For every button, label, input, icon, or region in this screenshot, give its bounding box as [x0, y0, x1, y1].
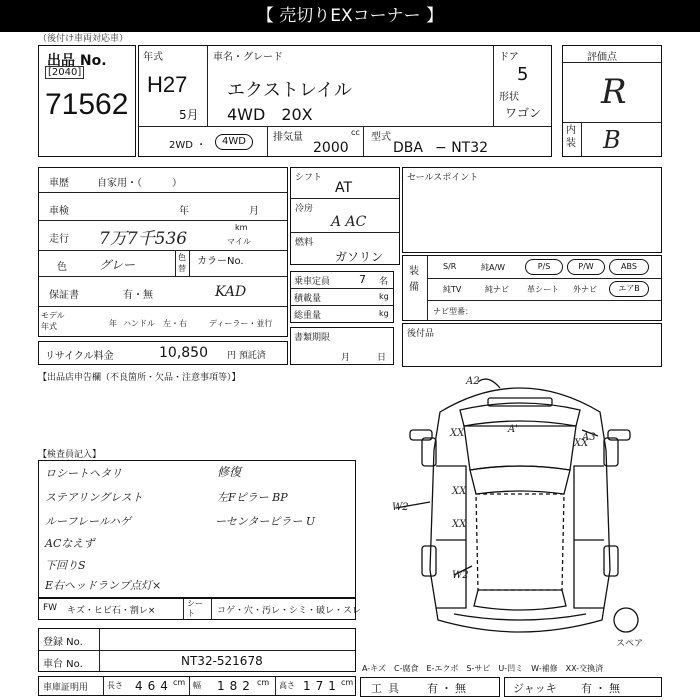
fw-sheet-items: コゲ・穴・汚レ・シミ・破レ・スレ — [217, 606, 362, 616]
year-era: H27 — [147, 72, 188, 97]
displacement-unit: cc — [351, 128, 360, 137]
recycle-label: リサイクル料金 — [45, 351, 114, 362]
inspector-left-5: 下回りS — [45, 559, 86, 572]
inspector-left-6: E右ヘッドランプ点灯× — [45, 579, 162, 592]
cert-height-label: 高さ — [279, 681, 295, 690]
equip-airbag: エアB — [609, 281, 649, 297]
equip-ps: P/S — [525, 259, 563, 275]
mileage-value: 7万7千536 — [99, 229, 188, 249]
model-label: 車名・グレード — [213, 52, 283, 63]
tools-value: 有・無 — [427, 682, 469, 695]
capacity-unit: 名 — [379, 277, 389, 287]
equip-tv: 純TV — [443, 285, 462, 294]
shape-label: 形状 — [499, 92, 519, 103]
year-label: 年式 — [143, 52, 163, 63]
load-label: 積載量 — [294, 294, 322, 304]
diagram-mark-a2: A2 — [466, 376, 480, 387]
spec-box — [290, 167, 400, 265]
recycle-amount: 10,850 — [159, 345, 208, 361]
cert-label: 車庫証明用 — [43, 683, 89, 693]
grade-label: 評価点 — [587, 52, 617, 63]
registration-label: 登録 No. — [43, 637, 83, 648]
capacity-label: 乗車定員 — [294, 277, 331, 287]
jack-box — [504, 677, 662, 697]
equip-nav-label: ナビ型番： — [433, 307, 473, 316]
car-diagram — [370, 370, 670, 660]
model-grade: 4WD 20X — [227, 105, 313, 124]
fuel-value: ガソリン — [335, 250, 384, 264]
load-unit: kg — [379, 292, 389, 301]
inspector-right-1: 修復 — [217, 465, 242, 479]
type-label: 型式 — [371, 132, 391, 143]
jack-label: ジャッキ — [513, 682, 557, 695]
inspector-right-2: 左Fピラー BP — [217, 491, 288, 504]
inspector-left-2: ステアリングレスト — [45, 491, 143, 504]
equip-abs: ABS — [609, 259, 649, 275]
equip-pw: P/W — [567, 259, 605, 275]
mileage-unit-mile: マイル — [227, 237, 251, 246]
lot-sub: [2040] — [45, 66, 84, 79]
cert-length: 464 — [135, 679, 173, 693]
damage-legend: A-キズ C-腐食 E-エクボ S-サビ U-凹ミ W-補修 XX-交換済 — [362, 664, 604, 673]
inspector-left-3: ルーフレールハゲ — [45, 515, 132, 528]
cert-width-label: 幅 — [193, 681, 201, 690]
drive-selected: 4WD — [215, 134, 253, 150]
history-label: 車歴 — [49, 178, 69, 189]
equipment-box — [402, 255, 662, 321]
inspector-left-1: ロシートヘタリ — [45, 467, 122, 480]
fuel-label: 燃料 — [295, 238, 314, 248]
inspector-right-3: ーセンターピラー U — [215, 515, 316, 528]
diagram-mark-xx-4: XX — [452, 519, 467, 530]
tools-box — [360, 677, 500, 697]
diagram-mark-a3: A3 — [582, 432, 596, 443]
ac-label: 冷房 — [295, 204, 314, 214]
cert-box — [38, 676, 356, 696]
equipment-label: 装備 — [409, 266, 419, 293]
model-year-label: モデル年式 — [41, 311, 65, 331]
top-note: （後付け車両対応車） — [38, 34, 129, 44]
registration-box — [38, 628, 356, 672]
cert-width-unit: cm — [257, 678, 270, 687]
doc-expiry-box — [290, 327, 394, 365]
fw-items: キズ・ヒビ石・割レ× — [67, 606, 156, 616]
equip-leather: 革シート — [527, 285, 559, 294]
fw-box — [38, 598, 362, 620]
banner-title: 【 売切りEXコーナー 】 — [256, 6, 444, 26]
gross-label: 総重量 — [294, 311, 322, 321]
doors-value: 5 — [517, 64, 529, 85]
doors-label: ドア — [499, 52, 519, 63]
chassis-value: NT32-521678 — [181, 654, 263, 668]
spare-label: スペア — [616, 639, 644, 649]
capacity-box — [290, 271, 394, 323]
mileage-unit-km: km — [235, 223, 248, 232]
jack-value: 有・無 — [581, 682, 623, 695]
doc-expiry-month: 月 — [341, 353, 351, 363]
color-no-label: カラーNo. — [197, 256, 244, 267]
drive-options: 2WD ・ — [169, 140, 207, 151]
cert-width: 182 — [217, 679, 255, 693]
warranty-value: 有・無 — [123, 290, 153, 301]
car-diagram-drawing — [370, 370, 670, 660]
type-prefix: DBA — [393, 140, 423, 156]
history-value: 自家用・（ ） — [97, 178, 182, 189]
model-name: エクストレイル — [227, 80, 352, 101]
recycle-unit: 円 預託済 — [227, 351, 266, 361]
type-code: − NT32 — [435, 140, 489, 156]
inspector-box — [38, 460, 356, 598]
equip-sr: S/R — [443, 262, 457, 271]
recycle-box — [38, 341, 288, 365]
shape-value: ワゴン — [505, 106, 542, 120]
warranty-label: 保証書 — [49, 290, 79, 301]
equip-aw: 純A/W — [481, 263, 506, 272]
diagram-mark-xx-3: XX — [452, 486, 467, 497]
inspection-year: 年 — [179, 206, 189, 217]
year-month: 5月 — [179, 108, 199, 122]
lot-label: 出品 No. — [47, 53, 107, 69]
cert-height: 171 — [303, 679, 341, 693]
color-label: 色 — [57, 262, 67, 273]
cert-length-unit: cm — [173, 678, 186, 687]
mileage-label: 走行 — [49, 234, 69, 245]
grade-box — [562, 45, 662, 157]
equip-navi: 純ナビ — [485, 285, 509, 294]
diagram-mark-w2-2: W2 — [452, 570, 469, 581]
ac-value: A AC — [331, 214, 367, 230]
diagram-mark-w2-1: W2 — [392, 502, 409, 513]
diagram-mark-a-prime: A' — [508, 424, 518, 435]
shift-value: AT — [335, 180, 353, 196]
fw-label: FW — [43, 603, 58, 613]
doc-expiry-day: 日 — [377, 353, 387, 363]
top-info-box — [138, 45, 552, 157]
inspection-month: 月 — [249, 206, 259, 217]
cert-length-label: 長さ — [107, 681, 123, 690]
model-year-dealer: ディーラー・並行 — [209, 319, 273, 328]
interior-label: 内装 — [566, 125, 576, 149]
retrofit-label: 後付品 — [407, 329, 435, 339]
shift-label: シフト — [295, 173, 323, 183]
doc-expiry-label: 書類期限 — [294, 333, 331, 343]
color-value: グレー — [99, 258, 136, 272]
inspection-label: 車検 — [49, 206, 69, 217]
retrofit-box — [402, 323, 662, 367]
fw-sheet-label: シート — [187, 599, 203, 618]
capacity-value: 7 — [359, 273, 366, 286]
equip-ext-navi: 外ナビ — [573, 285, 597, 294]
banner — [0, 0, 700, 32]
tools-label: 工具 — [371, 682, 405, 695]
gross-unit: kg — [379, 309, 389, 318]
cert-height-unit: cm — [341, 678, 354, 687]
model-year-year: 年 — [109, 319, 117, 328]
displacement-value: 2000 — [313, 140, 349, 156]
model-year-handle: ハンドル 左・右 — [123, 319, 187, 328]
seller-notes-label: 【出品店申告欄（不良箇所・欠品・注意事項等）】 — [38, 373, 241, 383]
lot-box — [38, 45, 136, 157]
lot-number: 71562 — [45, 88, 129, 121]
color-change-label: 色替 — [178, 253, 186, 273]
displacement-label: 排気量 — [273, 132, 303, 143]
sales-point-label: セールスポイント — [407, 173, 479, 183]
sales-point-box — [402, 167, 662, 253]
diagram-mark-xx-2: XX — [574, 438, 589, 449]
details-box — [38, 167, 288, 337]
diagram-mark-xx-1: XX — [450, 428, 465, 439]
grade-score: R — [601, 72, 627, 112]
chassis-label: 車台 No. — [43, 659, 83, 670]
inspector-label: 【検査員記入】 — [38, 450, 102, 460]
inspector-left-4: ACなえず — [45, 537, 95, 550]
keys-value: KAD — [215, 284, 247, 300]
interior-value: B — [603, 126, 621, 154]
